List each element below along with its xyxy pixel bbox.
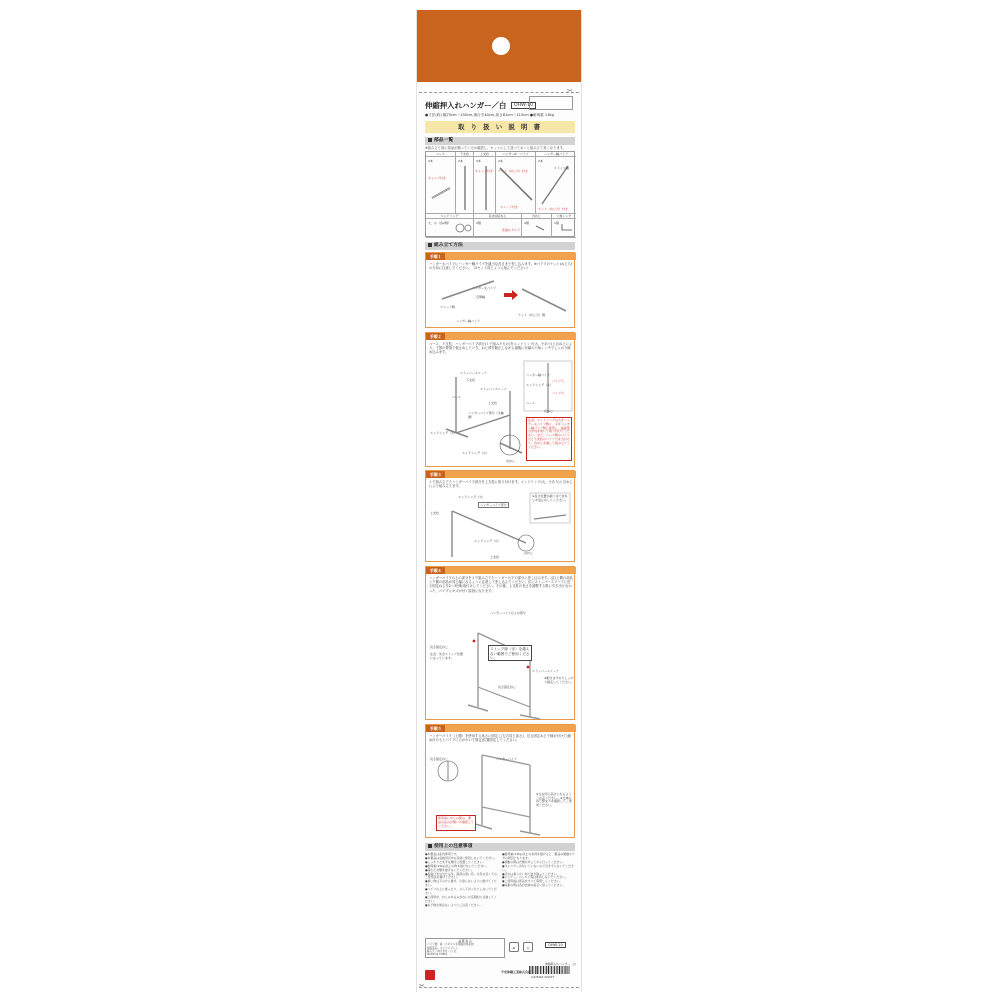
screw-size-callout: 先端小タイプ	[502, 228, 520, 232]
part-count: 2本	[498, 159, 503, 163]
label-gap: 空間幅	[476, 295, 486, 299]
step-4-side-note: 注意：先がストップ位置になっています。	[430, 652, 463, 660]
stop-line-callout: ストップ線（赤）を越えない範囲でご使用ください。	[488, 645, 532, 661]
part-header: ベース	[426, 152, 455, 157]
label-length-screw: 長さ固定ねじ	[430, 757, 449, 761]
parts-note: ※組み立て前に部品が揃っているか確認し、セットにして並べておくと組み立て易くなります。	[425, 146, 566, 150]
quality-line: 樹脂部品：ポリプロピレン	[427, 946, 459, 950]
barcode	[529, 966, 571, 976]
caution-item: ●しっかりと水平な場所に設置してください。	[425, 859, 486, 864]
part-cell-length-screw	[474, 214, 522, 238]
quality-label	[425, 938, 505, 958]
cap-callout-2: キャップ付き	[475, 169, 494, 173]
caution-item: ●本製品は室内専用です。	[425, 852, 460, 856]
step-2-warning: 注意）エンドリングは大をハンガー太パイプ側に、小をハンガー軸パイプ側に使用し、曲面部分が内を向いて取り付けてください。また、ベース側のパイプ穴と下支柱のパイプ穴を合わせて、自ねじを通して組み立ててください。	[526, 417, 572, 461]
step-tab: 手順４	[426, 567, 445, 574]
part-cell-hanger-shaft-pipe	[536, 152, 576, 214]
part-count: 大、小（各2個）	[428, 221, 451, 225]
part-header: 六角レンチ	[552, 214, 576, 219]
brand-logo-icon	[425, 970, 435, 980]
step-4	[425, 566, 575, 720]
label-self-screw: 自ねじ	[506, 459, 516, 463]
step-text: １で組み立てたハンガーパイプ部分を上支柱に取り付けます。エンドリング(大、小あり)と自ねじにより組み立てます。	[429, 480, 573, 489]
caution-item: ●キャスターが付いていないので引きずらないでください。	[502, 863, 574, 872]
label-end-ring-large: エンドリング（大）	[430, 431, 457, 435]
caution-item: ●廃棄の際は各自治体の指示に従ってください。	[502, 883, 566, 888]
step-tab: 手順３	[426, 471, 445, 478]
caution-item: ●ご使用後は部品をすべて保管してください。	[502, 879, 563, 884]
quality-line: MADE IN CHINA	[427, 953, 448, 957]
top-warning-box	[529, 96, 573, 110]
label-nut-side: ナット（ねじ穴）側	[518, 313, 545, 317]
caution-item: ●重い物は下の方に掛け、片寄らないように掛けてください。	[425, 879, 497, 888]
caution-item: ●シンナー、ベンジン等は使用しないでください。	[502, 875, 568, 880]
section-title: 組み立て方法	[434, 243, 463, 248]
label-pipe-hole-2: パイプ穴	[552, 391, 564, 395]
nut-callout: ナット（ねじ穴）付き	[498, 169, 528, 173]
label-length-screw-2: 長さ固定ねじ	[498, 685, 517, 689]
shaft-pipe-illustration	[536, 152, 576, 214]
hex-wrench-illustration	[552, 214, 576, 238]
quality-line: パイプ類：鉄（エポキシ系樹脂粉体塗装）	[427, 943, 477, 947]
label-stopper-sleeve-2: ストッパースリーブ	[480, 387, 507, 391]
section-title: 部品一覧	[434, 138, 454, 143]
quality-label-title: 品 質 表 示	[458, 940, 472, 943]
label-hanger-pipe-part: ハンガーパイプ部分（太軸側）	[468, 411, 504, 419]
cut-line-top	[419, 92, 579, 93]
step-1	[425, 252, 575, 328]
label-detail-screw: 自ねじ	[544, 409, 554, 413]
quality-line: 輸入元：株式会社 ○○ 社	[427, 949, 457, 953]
part-header: ハンガーR・パイプ	[496, 152, 535, 157]
part-header: ハンガー軸パイプ	[536, 152, 576, 157]
label-detail-base: ベース	[526, 401, 535, 405]
label-base: ベース	[452, 395, 461, 399]
screw-illustration	[522, 214, 552, 238]
label-upper-post: 上支柱	[430, 511, 440, 515]
model-number: OHW-10	[511, 102, 536, 109]
part-header: 長さ固定ねじ	[474, 214, 521, 219]
label-sleeve-side: スリーブ側	[440, 305, 455, 309]
caution-item: ●直射日光の当たる所、湿度の高い所、火気の近くでのご使用はお避けください。	[425, 871, 497, 880]
step-3	[425, 470, 575, 562]
cautions-left	[425, 853, 498, 908]
label-thick-pipe: ハンガー太パイプ	[472, 286, 496, 290]
cut-line-bottom	[419, 987, 579, 988]
caution-item: ●濡れた衣類を掛けないでください。	[425, 867, 474, 872]
part-cell-end-ring	[426, 214, 474, 238]
label-self-screw: 自ねじ	[524, 551, 534, 555]
sleeve-callout: スリーブ付き	[500, 205, 518, 209]
caution-item: ●本製品は収納用以外の目的に使用しないでください。	[425, 855, 497, 860]
section-header-assembly	[425, 242, 575, 250]
part-cell-lower-post	[456, 152, 474, 214]
material-mark-icon: ◎	[523, 942, 533, 952]
step-tab: 手順２	[426, 333, 445, 340]
part-header: エンドリング	[426, 214, 473, 219]
label-hanger-pipe-part: ハンガーパイプ部分	[480, 503, 507, 507]
part-count: 2本	[458, 159, 463, 163]
barcode-digits: 4 974462 201537	[531, 976, 555, 979]
part-cell-self-screw	[522, 214, 552, 238]
label-detail-shaft-pipe: ハンガー軸パイプ	[526, 373, 550, 377]
step-5-warning: 使用前にねじの緩み、製品の歪みが無いか確認してください。	[436, 815, 476, 831]
end-ring-illustration	[426, 214, 474, 238]
label-upper-post: 上支柱	[488, 401, 498, 405]
label-lower-post: 下支柱	[466, 378, 476, 382]
section-header-cautions	[425, 843, 575, 851]
label-hanger-upper-part: ハンガーパイプの上の部分	[490, 611, 526, 615]
model-ref: OHW-10	[545, 942, 566, 948]
step-1-diagram	[426, 253, 576, 329]
caution-item: ●汚れは柔らかい布で拭き取ってください。	[502, 871, 560, 876]
part-header: 下支柱	[456, 152, 473, 157]
caution-item: ●パイプの上に乗ったり、ぶら下がったりしないでください。	[425, 887, 497, 896]
part-count: 2本	[538, 159, 543, 163]
label-end-ring-small: エンドリング（小）	[474, 539, 501, 543]
label-shaft-pipe: ハンガー軸パイプ	[456, 319, 480, 323]
scissors-icon: ✂	[419, 982, 425, 990]
part-header: 自ねじ	[522, 214, 551, 219]
brand-name: 平安伸銅工業株式会社	[501, 970, 532, 974]
label-stopper-sleeve: ストッパースリーブ	[532, 669, 559, 673]
label-hanger-pipe: ハンガーパイプ	[496, 757, 517, 761]
caution-item: ●移動の際は衣類を外してから行ってください。	[502, 859, 566, 864]
part-count: 4個	[524, 221, 529, 225]
part-cell-base	[426, 152, 456, 214]
caution-item: ●お子様が遊ばないようにご注意ください。	[425, 902, 483, 907]
step-3-diagram	[426, 471, 576, 563]
upper-post-illustration	[474, 152, 496, 214]
step-3-note: ※長さ位置が揃うまで自ねじを仮止めしてください。	[532, 494, 569, 502]
step-4-diagram	[426, 567, 576, 721]
step-2	[425, 332, 575, 467]
step-4-note: ※動きますのでしっかり固定してください。	[544, 676, 575, 684]
part-cell-hex-wrench	[552, 214, 576, 238]
part-header: 上支柱	[474, 152, 495, 157]
step-5-note: ※左右同じ高さになるようご注意ください。※全体のねじ締まりを確認してご使用ください。	[536, 792, 573, 807]
part-cell-upper-post	[474, 152, 496, 214]
part-count: 2本	[428, 159, 433, 163]
label-end-ring-large: エンドリング（大）	[458, 495, 485, 499]
label-stopper-sleeve: ストッパースリーブ	[460, 371, 487, 375]
stopper-callout: ストップ軸	[554, 166, 569, 170]
step-text: ハンガーパイプ（上側）を使用する高さに固定し(左右同じ高さ)、長さ固定ねじで締め付けて(締め付けるとパイプに穴がかいて固定)位置固定してください。	[429, 734, 572, 743]
step-tab: 手順１	[426, 253, 445, 260]
parts-table	[425, 151, 575, 237]
cautions-right	[502, 853, 575, 888]
step-text: ハンガーパイプの上の部分を２で組み立てたハンガーの下の部分に差し込みます。(注)上側の部品と下側の部品が同じ幅になるように注意して差し込んでください。次にストッパースリーブに長さ固定ねじを2〜3回転取付けしてください。その後、上支柱の長さを調整する際に引き出せなかった、パイプにキズが付く原因になります。	[429, 576, 573, 593]
section-header-parts	[425, 137, 575, 145]
step-text: ベース、下支柱、ハンガーパイプ部分(１で組みたもの)をエンドリング(大、小あり)と自ねじにより、下図の要領で仮止めしていき、ねじ棒を軽正しながら最後に付属の六角レンチでしっかり締め込みます。	[429, 342, 573, 355]
recycle-mark-icon: ♻	[509, 942, 519, 952]
caution-item: ●耐荷重(13kg)以上の物を掛けないでください。	[425, 863, 489, 868]
step-5	[425, 724, 575, 838]
part-cell-hanger-thick-pipe	[496, 152, 536, 214]
hang-tag	[417, 10, 582, 82]
cap-callout: キャップ付き	[428, 176, 447, 180]
caution-item: ●ご使用中、ねじのゆるみがないか定期的に点検してください。	[425, 894, 497, 903]
label-length-screw: 長さ固定ねじ	[430, 645, 449, 649]
scissors-icon: ✂	[567, 87, 573, 95]
part-count: 2本	[476, 159, 481, 163]
caution-item: ●耐荷重(13kg)以上の負荷を掛けると、製品の破損やケガの原因となります。	[502, 852, 575, 860]
base-illustration	[426, 152, 456, 214]
spec-line: ●寸法(約) 幅75cm〜130cm,奥行き40cm,高さ81cm〜110cm ●耐荷重 13kg	[425, 113, 554, 117]
section-title: 使用上の注意事項	[434, 844, 473, 849]
label-detail-end-ring: エンドリング（小）	[526, 383, 553, 387]
instruction-sheet	[416, 10, 582, 992]
label-end-ring-small: エンドリング（小）	[462, 451, 489, 455]
label-pipe-hole: パイプ穴	[552, 379, 564, 383]
part-count: 1個	[554, 221, 559, 225]
part-count: 2個	[476, 221, 481, 225]
product-title: 伸縮押入れハンガー／白	[425, 101, 507, 110]
nut-callout-2: ナット（ねじ穴）付き	[538, 207, 568, 211]
lower-post-illustration	[456, 152, 474, 214]
page-ref: 伸縮押入れハンガー・白	[545, 962, 576, 966]
manual-banner: 取 り 扱 い 説 明 書	[425, 121, 575, 133]
hang-hole	[488, 33, 514, 59]
label-upper-post-2: 上支柱	[490, 555, 500, 559]
step-tab: 手順５	[426, 725, 445, 732]
step-text: ハンガー太パイプにハンガー軸パイプを適当な長さまで差し込みます。※パイプのナット(ねじ穴)の方向に注意してください。（2セット同じように組んでください）	[429, 262, 573, 271]
